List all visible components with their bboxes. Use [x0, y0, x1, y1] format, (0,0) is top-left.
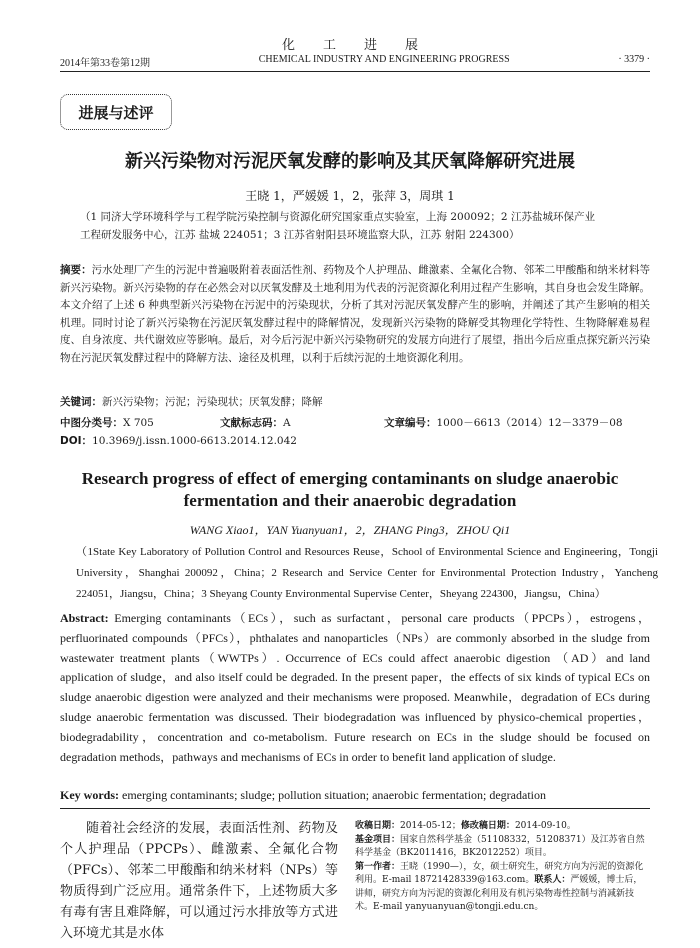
- clc-label: 中图分类号：: [60, 417, 123, 429]
- fund-label: 基金项目：: [355, 834, 401, 845]
- keywords-en-label: Key words:: [60, 788, 119, 802]
- footnotes: [355, 820, 650, 915]
- authors-cn: 王晓 1，严媛媛 1，2，张萍 3，周琪 1: [245, 189, 455, 203]
- first-author-label: 第一作者：: [355, 861, 401, 872]
- page-number: · 3379 ·: [618, 54, 650, 65]
- contact-label: 联系人：: [534, 875, 571, 885]
- header-rule: [60, 71, 650, 72]
- received-label: 收稿日期：: [355, 821, 401, 831]
- doc-code-value: A: [283, 417, 291, 429]
- section-rule: [60, 808, 650, 809]
- keywords-cn-text: 新兴污染物；污泥；污染现状；厌氧发酵；降解: [102, 396, 323, 408]
- keywords-cn-label: 关键词：: [60, 396, 102, 408]
- body-paragraph: 随着社会经济的发展，表面活性剂、药物及个人护理品（PPCPs）、雌激素、全氟化合物（PFCs）、邻苯二甲酸酯和纳米材料（NPs）等物质得到广泛应用。通常条件下，上述物质大多有毒有害且难降解，可以通过污水排放等方式进入环境尤其是水体: [60, 821, 338, 941]
- keywords-en: [60, 788, 650, 803]
- keywords-cn: [60, 394, 650, 409]
- affiliation-cn: [80, 208, 650, 244]
- abstract-en-text: Emerging contaminants（ECs），such as surfactant，personal care products（PPCPs），estrogens，perfluorinated compounds（PFCs），phthalates and nanoparticles（NPs）are commonly absorbed in the sludge from wastewater treatment plants（WWTPs）. Occurrence of ECs could affect anaerobic digestion （AD）and land application of sludge，and also itself could be degraded. In the present paper，the effects of six kinds of typical ECs on sludge anaerobic digestion were analyzed and their mechanisms were proposed. Meanwhile，degradation of ECs during sludge anaerobic fermentation was discussed. Their biodegradation was influenced by physico-chemical properties，biodegradability，concentration and co-metabolism. Future research on ECs in the sludge should be focused on degradation methods，pathways and mechanisms of ECs in order to benefit land application of sludge.: [60, 611, 650, 764]
- affiliation-en: （1State Key Laboratory of Pollution Control and Resources Reuse，School of Environmental Science and Engineering，Tongji University，Shanghai 200092，China；2 Research and Service Center for Environmental Protection Industry，Yancheng 224051，Jiangsu，China；3 Sheyang County Environmental Supervise Center，Sheyang 224300，Jiangsu，China）: [76, 546, 658, 600]
- column-tag: 进展与述评: [60, 94, 172, 130]
- article-no-value: 1000－6613（2014）12－3379－08: [436, 417, 623, 429]
- abstract-en: [60, 609, 650, 767]
- body-text-cn: [60, 818, 338, 944]
- abstract-cn-text: 污水处理厂产生的污泥中普遍吸附着表面活性剂、药物及个人护理品、雌激素、全氟化合物、邻苯二甲酸酯和纳米材料等新兴污染物。新兴污染物的存在必然会对以厌氧发酵及土地利用为代表的污泥资源化利用过程产生影响，其自身也会发生降解。本文介绍了上述 6 种典型新兴污染物在污泥中的污染现状，分析了其对污泥厌氧发酵产生的影响，并阐述了其产生影响的相关机理。同时讨论了新兴污染物在污泥厌氧发酵过程中的降解情况，发现新兴污染物的降解受其物理化学特性、生物降解难易程度、自身浓度、共代谢效应等影响。最后，对今后污泥中新兴污染物研究的发展方向进行了展望，指出今后应重点探究新兴污染物在污泥厌氧发酵过程中的降解方法、途径及机理，以利于后续污泥的土地资源化利用。: [60, 264, 650, 364]
- title-en-line-1: Research progress of effect of emerging contaminants on sludge anaerobic: [81, 469, 619, 488]
- fund-text: 国家自然科学基金（51108332，51208371）及江苏省自然科学基金（BK2011416，BK2012252）项目。: [355, 834, 645, 858]
- received-date: 2014-05-12；: [400, 821, 461, 831]
- clc-value: X 705: [123, 417, 154, 429]
- article-title-en: [40, 468, 660, 512]
- revised-label: 修改稿日期：: [460, 821, 515, 831]
- doc-code-label: 文献标志码：: [220, 417, 283, 429]
- affiliation-cn-line-1: （1 同济大学环境科学与工程学院污染控制与资源化研究国家重点实验室，上海 200092；2 江苏盐城环保产业: [80, 211, 595, 223]
- title-en-line-2: fermentation and their anaerobic degradation: [183, 491, 517, 510]
- doi-value: 10.3969/j.issn.1000-6613.2014.12.042: [92, 435, 297, 447]
- affiliation-cn-line-2: 工程研发服务中心，江苏 盐城 224051；3 江苏省射阳县环境监察大队，江苏 射阳 224300）: [80, 229, 520, 241]
- abstract-cn: [60, 262, 650, 367]
- abstract-en-label: Abstract:: [60, 611, 109, 625]
- keywords-en-text: emerging contaminants; sludge; pollution situation; anaerobic fermentation; degradation: [122, 788, 547, 802]
- doi-label: DOI：: [60, 435, 93, 447]
- first-author-text: 王晓（1990—），女，硕士研究生，研究方向为污泥的资源化利用。E-mail 18721428339@163.com。: [355, 861, 644, 885]
- revised-date: 2014-09-10。: [514, 821, 576, 831]
- article-meta: [60, 415, 650, 430]
- running-header: [60, 54, 650, 69]
- issue-info: 2014年第33卷第12期: [60, 58, 150, 69]
- abstract-cn-label: 摘要：: [60, 264, 92, 276]
- authors-en: WANG Xiao1，YAN Yuanyuan1，2，ZHANG Ping3，ZHOU Qi1: [189, 523, 511, 537]
- journal-title-en: CHEMICAL INDUSTRY AND ENGINEERING PROGRESS: [258, 54, 510, 65]
- article-title-cn: 新兴污染物对污泥厌氧发酵的影响及其厌氧降解研究进展: [125, 151, 575, 172]
- journal-title-cn: 化工进展: [281, 38, 446, 53]
- contact-text: 严媛媛，博士后，讲师，研究方向为污泥的资源化利用及有机污染物毒性控制与消减新技术。E-mail yanyuanyuan@tongji.edu.cn。: [355, 875, 643, 912]
- article-no-label: 文章编号：: [384, 417, 437, 429]
- doi: [60, 433, 650, 448]
